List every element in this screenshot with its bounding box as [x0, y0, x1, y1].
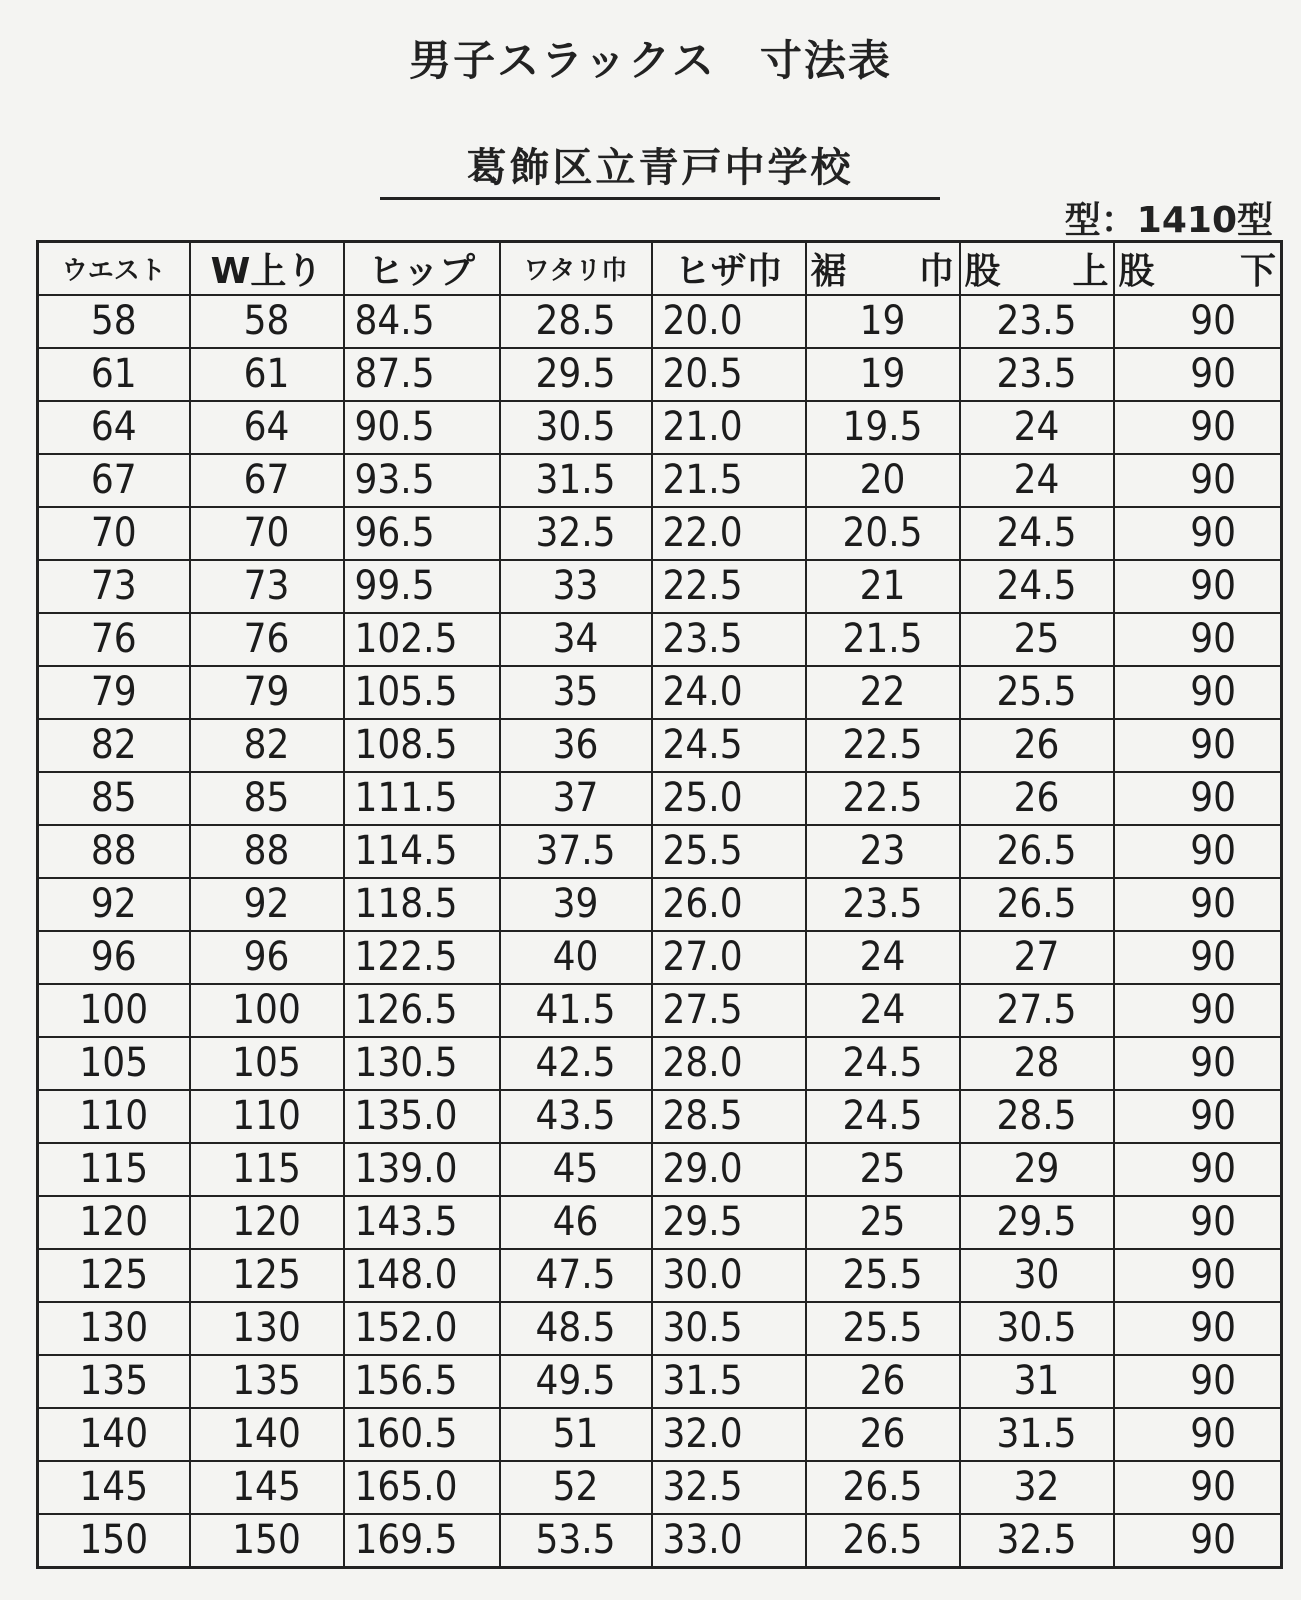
- cell-hem-width: 25: [806, 1196, 960, 1249]
- cell-inseam: 90: [1114, 984, 1282, 1037]
- cell-knee-width: 30.5: [652, 1302, 806, 1355]
- cell-rise: 26.5: [960, 825, 1114, 878]
- cell-inseam: 90: [1114, 1514, 1282, 1568]
- cell-waist-finished: 76: [190, 613, 344, 666]
- cell-inseam: 90: [1114, 1090, 1282, 1143]
- cell-knee-width: 21.0: [652, 401, 806, 454]
- cell-waist-finished: 120: [190, 1196, 344, 1249]
- table-row: [38, 560, 1282, 613]
- cell-thigh-width: 47.5: [500, 1249, 652, 1302]
- cell-waist: 120: [38, 1196, 190, 1249]
- cell-knee-width: 32.0: [652, 1408, 806, 1461]
- cell-hip: 114.5: [344, 825, 500, 878]
- cell-waist: 115: [38, 1143, 190, 1196]
- cell-inseam: 90: [1114, 1302, 1282, 1355]
- cell-rise: 24.5: [960, 560, 1114, 613]
- cell-hem-width: 24: [806, 984, 960, 1037]
- table-row: [38, 878, 1282, 931]
- cell-hem-width: 22.5: [806, 719, 960, 772]
- cell-hip: 108.5: [344, 719, 500, 772]
- cell-knee-width: 29.5: [652, 1196, 806, 1249]
- cell-waist: 61: [38, 348, 190, 401]
- cell-inseam: 90: [1114, 772, 1282, 825]
- cell-inseam: 90: [1114, 1196, 1282, 1249]
- table-row: [38, 825, 1282, 878]
- cell-inseam: 90: [1114, 1037, 1282, 1090]
- cell-rise: 31.5: [960, 1408, 1114, 1461]
- cell-thigh-width: 36: [500, 719, 652, 772]
- cell-waist: 58: [38, 295, 190, 348]
- cell-waist-finished: 150: [190, 1514, 344, 1568]
- header-rise: 股 上: [960, 242, 1114, 296]
- cell-hip: 126.5: [344, 984, 500, 1037]
- cell-hem-width: 23: [806, 825, 960, 878]
- cell-hem-width: 26: [806, 1355, 960, 1408]
- cell-waist-finished: 85: [190, 772, 344, 825]
- cell-rise: 24: [960, 454, 1114, 507]
- cell-hip: 122.5: [344, 931, 500, 984]
- cell-hem-width: 20.5: [806, 507, 960, 560]
- cell-inseam: 90: [1114, 401, 1282, 454]
- cell-waist: 88: [38, 825, 190, 878]
- cell-inseam: 90: [1114, 666, 1282, 719]
- cell-waist: 73: [38, 560, 190, 613]
- table-row: [38, 772, 1282, 825]
- cell-waist: 79: [38, 666, 190, 719]
- table-row: [38, 1461, 1282, 1514]
- header-hem-width: 裾 巾: [806, 242, 960, 296]
- cell-hip: 87.5: [344, 348, 500, 401]
- cell-waist-finished: 67: [190, 454, 344, 507]
- cell-knee-width: 33.0: [652, 1514, 806, 1568]
- cell-waist-finished: 125: [190, 1249, 344, 1302]
- cell-hem-width: 21: [806, 560, 960, 613]
- cell-inseam: 90: [1114, 878, 1282, 931]
- cell-knee-width: 26.0: [652, 878, 806, 931]
- header-waist: ウエスト: [38, 242, 190, 296]
- cell-hem-width: 22.5: [806, 772, 960, 825]
- cell-hip: 102.5: [344, 613, 500, 666]
- cell-rise: 32.5: [960, 1514, 1114, 1568]
- cell-waist-finished: 61: [190, 348, 344, 401]
- cell-waist-finished: 58: [190, 295, 344, 348]
- cell-waist-finished: 105: [190, 1037, 344, 1090]
- cell-rise: 30: [960, 1249, 1114, 1302]
- table-row: [38, 984, 1282, 1037]
- cell-waist-finished: 64: [190, 401, 344, 454]
- cell-knee-width: 32.5: [652, 1461, 806, 1514]
- cell-rise: 28: [960, 1037, 1114, 1090]
- cell-knee-width: 28.0: [652, 1037, 806, 1090]
- cell-thigh-width: 30.5: [500, 401, 652, 454]
- cell-hem-width: 24: [806, 931, 960, 984]
- cell-inseam: 90: [1114, 348, 1282, 401]
- cell-knee-width: 29.0: [652, 1143, 806, 1196]
- cell-thigh-width: 52: [500, 1461, 652, 1514]
- table-row: [38, 1355, 1282, 1408]
- cell-waist-finished: 82: [190, 719, 344, 772]
- cell-waist: 130: [38, 1302, 190, 1355]
- cell-thigh-width: 32.5: [500, 507, 652, 560]
- cell-rise: 28.5: [960, 1090, 1114, 1143]
- school-name: 葛飾区立青戸中学校: [380, 136, 940, 200]
- cell-thigh-width: 37: [500, 772, 652, 825]
- cell-waist-finished: 100: [190, 984, 344, 1037]
- cell-hip: 165.0: [344, 1461, 500, 1514]
- cell-waist: 125: [38, 1249, 190, 1302]
- cell-hip: 118.5: [344, 878, 500, 931]
- cell-rise: 31: [960, 1355, 1114, 1408]
- size-table: [36, 240, 1283, 1569]
- table-row: [38, 719, 1282, 772]
- cell-hip: 160.5: [344, 1408, 500, 1461]
- cell-waist-finished: 79: [190, 666, 344, 719]
- cell-waist: 85: [38, 772, 190, 825]
- cell-waist: 110: [38, 1090, 190, 1143]
- cell-hip: 99.5: [344, 560, 500, 613]
- cell-waist-finished: 135: [190, 1355, 344, 1408]
- cell-rise: 30.5: [960, 1302, 1114, 1355]
- table-row: [38, 507, 1282, 560]
- cell-rise: 26.5: [960, 878, 1114, 931]
- cell-thigh-width: 46: [500, 1196, 652, 1249]
- table-row: [38, 295, 1282, 348]
- header-thigh-width: ワタリ巾: [500, 242, 652, 296]
- cell-hip: 139.0: [344, 1143, 500, 1196]
- cell-waist: 70: [38, 507, 190, 560]
- header-hip: ヒップ: [344, 242, 500, 296]
- type-label: 型：1410型: [1064, 200, 1273, 241]
- cell-thigh-width: 45: [500, 1143, 652, 1196]
- cell-hem-width: 21.5: [806, 613, 960, 666]
- cell-hem-width: 20: [806, 454, 960, 507]
- cell-rise: 25.5: [960, 666, 1114, 719]
- cell-thigh-width: 34: [500, 613, 652, 666]
- cell-hem-width: 19: [806, 348, 960, 401]
- cell-hip: 84.5: [344, 295, 500, 348]
- cell-thigh-width: 31.5: [500, 454, 652, 507]
- table-row: [38, 666, 1282, 719]
- header-waist-finished: W上り: [190, 242, 344, 296]
- cell-thigh-width: 37.5: [500, 825, 652, 878]
- table-row: [38, 401, 1282, 454]
- cell-rise: 29: [960, 1143, 1114, 1196]
- cell-inseam: 90: [1114, 295, 1282, 348]
- cell-knee-width: 27.0: [652, 931, 806, 984]
- table-row: [38, 1514, 1282, 1568]
- cell-thigh-width: 29.5: [500, 348, 652, 401]
- header-knee-width: ヒザ巾: [652, 242, 806, 296]
- cell-inseam: 90: [1114, 613, 1282, 666]
- table-row: [38, 1408, 1282, 1461]
- cell-knee-width: 24.0: [652, 666, 806, 719]
- cell-waist-finished: 145: [190, 1461, 344, 1514]
- cell-thigh-width: 51: [500, 1408, 652, 1461]
- cell-hem-width: 23.5: [806, 878, 960, 931]
- cell-knee-width: 25.5: [652, 825, 806, 878]
- cell-thigh-width: 43.5: [500, 1090, 652, 1143]
- table-row: [38, 1090, 1282, 1143]
- document-title: 男子スラックス 寸法表: [409, 36, 892, 85]
- cell-knee-width: 28.5: [652, 1090, 806, 1143]
- cell-inseam: 90: [1114, 1461, 1282, 1514]
- cell-thigh-width: 41.5: [500, 984, 652, 1037]
- cell-rise: 29.5: [960, 1196, 1114, 1249]
- cell-waist-finished: 96: [190, 931, 344, 984]
- cell-waist-finished: 70: [190, 507, 344, 560]
- cell-waist: 92: [38, 878, 190, 931]
- cell-waist-finished: 92: [190, 878, 344, 931]
- cell-thigh-width: 40: [500, 931, 652, 984]
- cell-thigh-width: 39: [500, 878, 652, 931]
- cell-knee-width: 20.5: [652, 348, 806, 401]
- cell-inseam: 90: [1114, 560, 1282, 613]
- cell-knee-width: 23.5: [652, 613, 806, 666]
- cell-hip: 93.5: [344, 454, 500, 507]
- cell-hem-width: 26.5: [806, 1461, 960, 1514]
- cell-thigh-width: 35: [500, 666, 652, 719]
- cell-hem-width: 24.5: [806, 1090, 960, 1143]
- cell-waist-finished: 110: [190, 1090, 344, 1143]
- cell-thigh-width: 42.5: [500, 1037, 652, 1090]
- cell-inseam: 90: [1114, 507, 1282, 560]
- cell-waist-finished: 88: [190, 825, 344, 878]
- table-row: [38, 1302, 1282, 1355]
- cell-hip: 135.0: [344, 1090, 500, 1143]
- cell-waist: 96: [38, 931, 190, 984]
- cell-hip: 148.0: [344, 1249, 500, 1302]
- cell-hip: 96.5: [344, 507, 500, 560]
- table-body: [38, 295, 1282, 1568]
- cell-waist: 135: [38, 1355, 190, 1408]
- cell-hip: 90.5: [344, 401, 500, 454]
- table-row: [38, 348, 1282, 401]
- cell-thigh-width: 33: [500, 560, 652, 613]
- cell-hem-width: 25.5: [806, 1302, 960, 1355]
- cell-inseam: 90: [1114, 719, 1282, 772]
- cell-knee-width: 22.5: [652, 560, 806, 613]
- cell-rise: 27: [960, 931, 1114, 984]
- cell-knee-width: 24.5: [652, 719, 806, 772]
- cell-thigh-width: 49.5: [500, 1355, 652, 1408]
- cell-inseam: 90: [1114, 1408, 1282, 1461]
- cell-inseam: 90: [1114, 1249, 1282, 1302]
- cell-rise: 24: [960, 401, 1114, 454]
- cell-waist: 105: [38, 1037, 190, 1090]
- cell-rise: 26: [960, 772, 1114, 825]
- cell-hem-width: 26.5: [806, 1514, 960, 1568]
- table-row: [38, 1196, 1282, 1249]
- cell-hip: 130.5: [344, 1037, 500, 1090]
- table-row: [38, 931, 1282, 984]
- table-row: [38, 613, 1282, 666]
- cell-waist: 76: [38, 613, 190, 666]
- cell-waist-finished: 140: [190, 1408, 344, 1461]
- table-row: [38, 1249, 1282, 1302]
- cell-rise: 27.5: [960, 984, 1114, 1037]
- cell-waist-finished: 115: [190, 1143, 344, 1196]
- cell-hem-width: 19.5: [806, 401, 960, 454]
- cell-inseam: 90: [1114, 454, 1282, 507]
- cell-waist: 64: [38, 401, 190, 454]
- cell-waist: 82: [38, 719, 190, 772]
- cell-hip: 152.0: [344, 1302, 500, 1355]
- cell-rise: 23.5: [960, 295, 1114, 348]
- cell-waist: 145: [38, 1461, 190, 1514]
- header-row: [38, 242, 1282, 296]
- cell-knee-width: 21.5: [652, 454, 806, 507]
- cell-knee-width: 22.0: [652, 507, 806, 560]
- cell-knee-width: 27.5: [652, 984, 806, 1037]
- cell-rise: 24.5: [960, 507, 1114, 560]
- cell-hem-width: 25: [806, 1143, 960, 1196]
- cell-waist: 67: [38, 454, 190, 507]
- cell-hip: 156.5: [344, 1355, 500, 1408]
- table-row: [38, 1143, 1282, 1196]
- cell-hem-width: 24.5: [806, 1037, 960, 1090]
- cell-rise: 23.5: [960, 348, 1114, 401]
- cell-hem-width: 22: [806, 666, 960, 719]
- cell-hip: 105.5: [344, 666, 500, 719]
- cell-thigh-width: 48.5: [500, 1302, 652, 1355]
- cell-waist: 150: [38, 1514, 190, 1568]
- cell-waist: 100: [38, 984, 190, 1037]
- cell-inseam: 90: [1114, 1355, 1282, 1408]
- cell-hip: 143.5: [344, 1196, 500, 1249]
- cell-inseam: 90: [1114, 931, 1282, 984]
- header-inseam: 股 下: [1114, 242, 1282, 296]
- cell-knee-width: 30.0: [652, 1249, 806, 1302]
- cell-rise: 25: [960, 613, 1114, 666]
- cell-hip: 169.5: [344, 1514, 500, 1568]
- table-row: [38, 1037, 1282, 1090]
- cell-rise: 32: [960, 1461, 1114, 1514]
- cell-waist-finished: 130: [190, 1302, 344, 1355]
- cell-inseam: 90: [1114, 825, 1282, 878]
- cell-thigh-width: 28.5: [500, 295, 652, 348]
- cell-hem-width: 19: [806, 295, 960, 348]
- cell-thigh-width: 53.5: [500, 1514, 652, 1568]
- table-row: [38, 454, 1282, 507]
- cell-inseam: 90: [1114, 1143, 1282, 1196]
- cell-waist: 140: [38, 1408, 190, 1461]
- cell-rise: 26: [960, 719, 1114, 772]
- cell-knee-width: 31.5: [652, 1355, 806, 1408]
- cell-knee-width: 25.0: [652, 772, 806, 825]
- cell-waist-finished: 73: [190, 560, 344, 613]
- cell-hip: 111.5: [344, 772, 500, 825]
- cell-hem-width: 25.5: [806, 1249, 960, 1302]
- cell-hem-width: 26: [806, 1408, 960, 1461]
- cell-knee-width: 20.0: [652, 295, 806, 348]
